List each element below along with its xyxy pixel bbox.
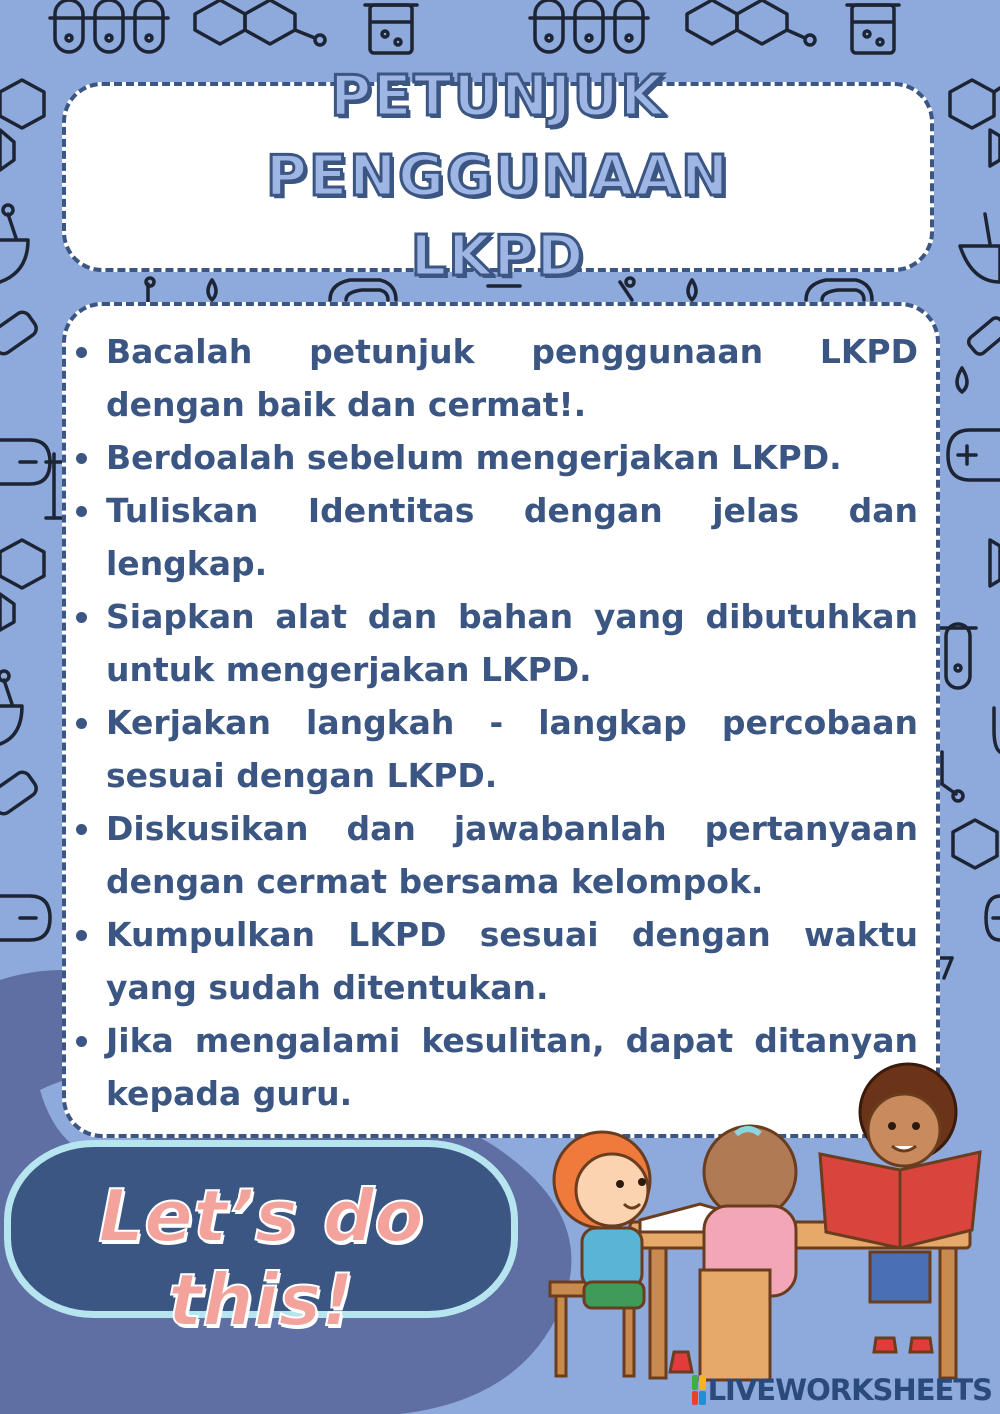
slogan-text: Let’s do this! <box>98 1174 424 1342</box>
list-item: Tuliskan Identitas dengan jelas dan lengkap. <box>106 484 918 590</box>
list-item: Diskusikan dan jawabanlah pertanyaan dengan cermat bersama kelompok. <box>106 802 918 908</box>
hexagon-molecule-icon <box>687 0 815 45</box>
list-item: Kumpulkan LKPD sesuai dengan waktu yang sudah ditentukan. <box>106 908 918 1014</box>
test-tubes-icon <box>940 624 976 688</box>
test-tubes-icon <box>530 0 648 52</box>
list-item: Siapkan alat dan bahan yang dibutuhkan untuk mengerjakan LKPD. <box>106 590 918 696</box>
list-item: Jika mengalami kesulitan, dapat ditanyan kepada guru. <box>106 1014 918 1120</box>
liveworksheets-logo-icon <box>692 1375 706 1405</box>
mortar-pestle-icon <box>0 671 22 744</box>
watermark-text: LIVEWORKSHEETS <box>707 1373 992 1407</box>
test-tubes-icon <box>50 0 168 52</box>
battery-icon <box>0 309 39 357</box>
beaker-icon <box>847 5 899 53</box>
kids-reading-illustration <box>520 1052 990 1392</box>
title-line-2: LKPD <box>410 224 586 289</box>
title-card <box>62 64 934 289</box>
page-title <box>88 57 908 297</box>
list-item: Kerjakan langkah - langkap percobaan sesuai dengan LKPD. <box>106 696 918 802</box>
list-item: Berdoalah sebelum mengerjakan LKPD. <box>106 431 918 484</box>
mortar-pestle-icon <box>0 205 28 282</box>
beaker-icon <box>365 5 417 53</box>
slogan-badge <box>4 1140 518 1342</box>
instructions-list <box>106 325 918 1120</box>
hexagon-molecule-icon <box>195 0 325 45</box>
title-line-1: PETUNJUK PENGGUNAAN <box>266 64 730 209</box>
liveworksheets-watermark <box>692 1372 992 1408</box>
list-item: Bacalah petunjuk penggunaan LKPD dengan baik dan cermat!. <box>106 325 918 431</box>
mortar-pestle-icon <box>960 214 1000 282</box>
dropper-icon <box>957 315 1000 392</box>
